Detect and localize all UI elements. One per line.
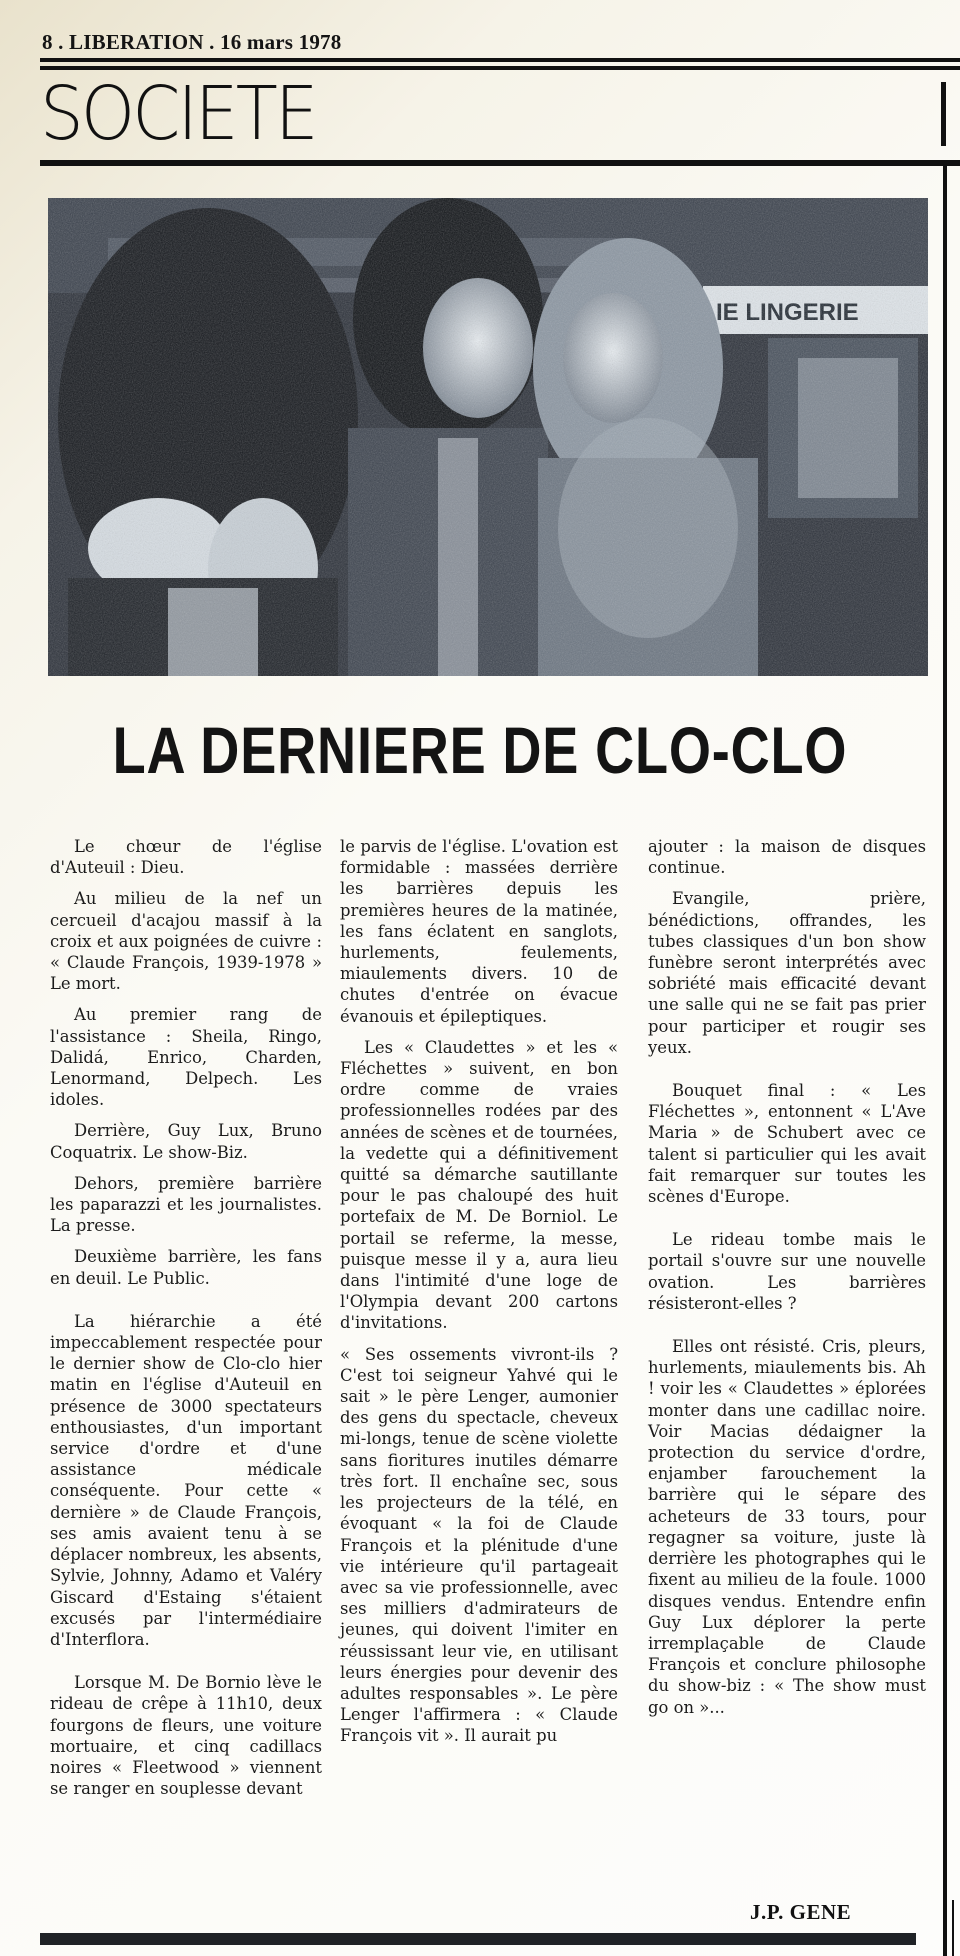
section-title: SOCIETE [40,71,316,157]
paragraph: Au milieu de la nef un cercueil d'acajou massif à la croix et aux poignées de cuivre : « Claude François, 1939-1978 » Le mort. [50,889,322,994]
paragraph: Le rideau tombe mais le portail s'ouvre sur une nouvelle ovation. Les barrières résisteront-elles ? [648,1230,926,1313]
page-folio: 8 . LIBERATION . 16 mars 1978 [42,30,342,54]
paragraph: le parvis de l'église. L'ovation est formidable : massées derrière les barrières depuis les premières heures de la matinée, les fans éclatent en sanglots, hurlements, feulements, miaulements divers. 10 de chutes d'entrée on évacue évanouis et épileptiques. [340,837,618,1026]
section-marker-bar [941,82,946,146]
paragraph: Bouquet final : « Les Fléchettes », entonnent « L'Ave Maria » de Schubert avec ce talent si particulier qui les avait fait remarquer sur toutes les scènes d'Europe. [648,1081,926,1207]
article-byline: J.P. GENE [750,1900,852,1924]
header-rule-bottom [40,66,960,70]
article-photo [48,198,928,676]
article-column-3 [648,836,926,1728]
article-column-1 [50,836,322,1809]
paragraph: Derrière, Guy Lux, Bruno Coquatrix. Le show-Biz. [50,1121,322,1162]
section-rule [40,160,960,166]
right-column-rule [943,160,947,1956]
paragraph: « Ses ossements vivront-ils ? C'est toi seigneur Yahvé qui le sait » le père Lenger, aumonier des gens du spectacle, cheveux mi-longs, tenue de scène violette sans fioritures inutiles démarre très fort. Il enchaîne sec, sous les projecteurs de la télé, en évoquant « la foi de Claude François et la plénitude d'une vie intérieure qu'il partageait avec sa vie professionnelle, avec ses milliers d'admirateurs de jeunes, qui doivent l'imiter en réussissant leur vie, en utilisant leurs énergies pour devenir des adultes responsables ». Le père Lenger l'affirmera : « Claude François vit ». Il aurait pu [340,1344,618,1746]
article-headline: LA DERNIERE DE CLO-CLO [112,713,848,787]
paragraph: Deuxième barrière, les fans en deuil. Le Public. [50,1247,322,1288]
paragraph: Les « Claudettes » et les « Fléchettes » suivent, en bon ordre comme de vraies professionnelles rodées par des années de scènes et de tournées, la vedette qui a définitivement quitté sa démarche sautillante pour le pas chaloupé des huit portefaix de M. De Borniol. Le portail se referme, la messe, puisque messe il y a, aura lieu dans l'intimité d'une loge de l'Olympia devant 200 cartons d'invitations. [340,1037,618,1333]
paragraph: Le chœur de l'église d'Auteuil : Dieu. [50,837,322,878]
paragraph: Au premier rang de l'assistance : Sheila, Ringo, Dalidá, Enrico, Charden, Lenormand, Delpech. Les idoles. [50,1005,322,1110]
paragraph: Evangile, prière, bénédictions, offrandes, les tubes classiques d'un bon show funèbre seront interprétés avec sobriété mais efficacité devant une salle qui ne se fait pas prier pour participer et rougir ses yeux. [648,889,926,1057]
article-column-2 [340,836,618,1757]
paragraph: La hiérarchie a été impeccablement respectée pour le dernier show de Clo-clo hier matin en l'église d'Auteuil en présence de 3000 spectateurs enthousiastes, d'un important service d'ordre et d'une assistance médicale conséquente. Pour cette « dernière » de Claude François, ses amis avaient tenu à se déplacer nombreux, les absents, Sylvie, Johnny, Adamo et Valéry Giscard d'Estaing s'étaient excusés par l'intermédiaire d'Interflora. [50,1311,322,1649]
paragraph: Dehors, première barrière les paparazzi et les journalistes. La presse. [50,1173,322,1236]
paragraph: Elles ont résisté. Cris, pleurs, hurlements, miaulements bis. Ah ! voir les « Claudettes » éplorées monter dans une cadillac noire. Voir Macias dédaigner la protection du service d'ordre, enjamber farouchement la barrière qui le sépare des acheteurs de 33 tours, pour regagner sa voiture, juste là derrière les photographes qui le fixent au milieu de la foule. 1000 disques vendus. Entendre enfin Guy Lux déplorer la perte irremplaçable de Claude François et conclure philosophe du show-biz : « The show must go on »... [648,1337,926,1717]
right-column-rule-outer [952,1900,954,1956]
header-rule-top [40,58,960,62]
paragraph: ajouter : la maison de disques continue. [648,837,926,878]
paragraph: Lorsque M. De Bornio lève le rideau de crêpe à 11h10, deux fourgons de fleurs, une voiture mortuaire, et cinq cadillacs noires « Fleetwood » viennent se ranger en souplesse devant [50,1673,322,1799]
footer-rule [40,1933,916,1945]
mourners-photo [48,198,928,676]
